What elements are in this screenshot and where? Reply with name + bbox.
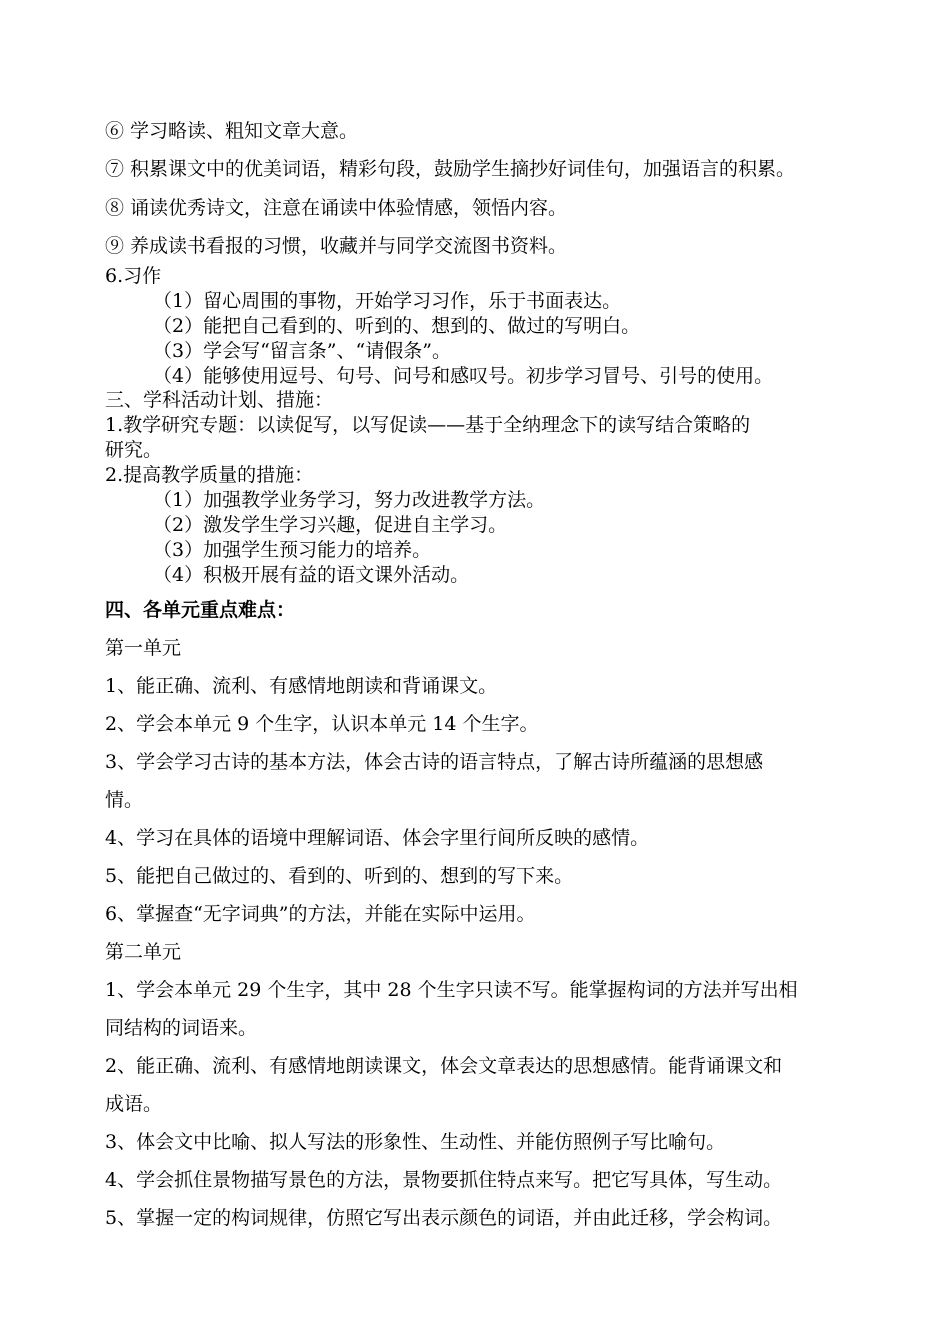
text-line: 5、掌握一定的构词规律，仿照它写出表示颜色的词语，并由此迁移，学会构词。 (105, 1207, 783, 1229)
text-line: ⑥ 学习略读、粗知文章大意。 (105, 120, 359, 142)
unit-heading: 第二单元 (105, 941, 182, 963)
text-line: 情。 (105, 789, 144, 811)
text-line: 研究。 (105, 439, 163, 461)
list-item: （3）学会写“留言条”、“请假条”。 (153, 340, 451, 362)
text-line: 3、体会文中比喻、拟人写法的形象性、生动性、并能仿照例子写比喻句。 (105, 1131, 726, 1153)
text-line: 同结构的词语来。 (105, 1017, 258, 1039)
section-heading: 6.习作 (105, 265, 162, 287)
text-line: 2、能正确、流利、有感情地朗读课文，体会文章表达的思想感情。能背诵课文和 (105, 1055, 783, 1077)
text-line: 1、能正确、流利、有感情地朗读和背诵课文。 (105, 675, 498, 697)
text-line: 5、能把自己做过的、看到的、听到的、想到的写下来。 (105, 865, 574, 887)
text-line: 4、学会抓住景物描写景色的方法，景物要抓住特点来写。把它写具体，写生动。 (105, 1169, 783, 1191)
unit-heading: 第一单元 (105, 637, 182, 659)
list-item: （4）能够使用逗号、句号、问号和感叹号。初步学习冒号、引号的使用。 (153, 365, 774, 387)
text-line: 1.教学研究专题：以读促写，以写促读——基于全纳理念下的读写结合策略的 (105, 414, 751, 436)
text-line: 成语。 (105, 1093, 163, 1115)
list-item: （1）加强教学业务学习，努力改进教学方法。 (153, 489, 546, 511)
list-item: （2）激发学生学习兴趣，促进自主学习。 (153, 514, 508, 536)
text-line: 6、掌握查“无字词典”的方法，并能在实际中运用。 (105, 903, 536, 925)
text-line: ⑨ 养成读书看报的习惯，收藏并与同学交流图书资料。 (105, 235, 568, 257)
list-item: （3）加强学生预习能力的培养。 (153, 539, 432, 561)
section-heading: 三、学科活动计划、措施： (105, 389, 334, 411)
text-line: ⑦ 积累课文中的优美词语，精彩句段，鼓励学生摘抄好词佳句，加强语言的积累。 (105, 158, 796, 180)
text-line: ⑧ 诵读优秀诗文，注意在诵读中体验情感，领悟内容。 (105, 197, 568, 219)
text-line: 2、学会本单元 9 个生字，认识本单元 14 个生字。 (105, 713, 539, 735)
section-heading: 2.提高教学质量的措施： (105, 464, 314, 486)
list-item: （1）留心周围的事物，开始学习习作，乐于书面表达。 (153, 290, 622, 312)
text-line: 4、学习在具体的语境中理解词语、体会字里行间所反映的感情。 (105, 827, 650, 849)
section-heading: 四、各单元重点难点： (105, 599, 296, 621)
text-line: 3、学会学习古诗的基本方法，体会古诗的语言特点，了解古诗所蕴涵的思想感 (105, 751, 764, 773)
text-line: 1、学会本单元 29 个生字，其中 28 个生字只读不写。能掌握构词的方法并写出相 (105, 979, 798, 1001)
list-item: （2）能把自己看到的、听到的、想到的、做过的写明白。 (153, 315, 641, 337)
list-item: （4）积极开展有益的语文课外活动。 (153, 564, 470, 586)
